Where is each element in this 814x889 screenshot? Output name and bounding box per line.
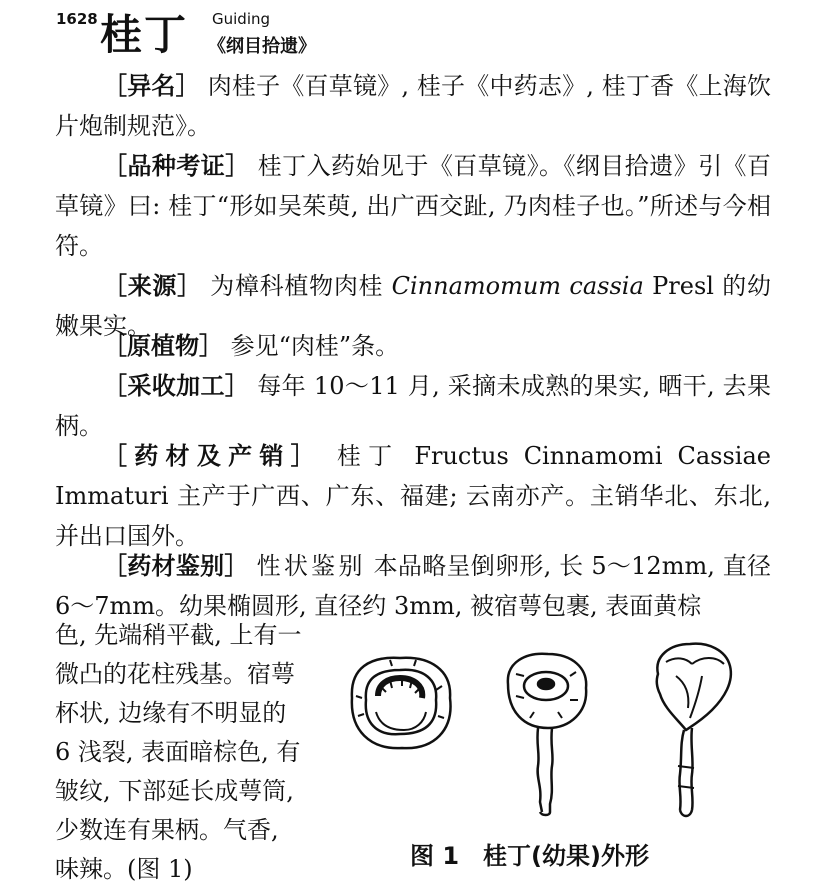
section-tag: ［药材及产销］ [103,442,322,470]
entry-pinyin: Guiding [212,10,271,28]
fruit-side-view [657,644,731,816]
section-subtag: 性状鉴别 [256,552,366,580]
text-line: 6 浅裂, 表面暗棕色, 有 [55,738,301,766]
section-tag: ［采收加工］ [103,372,250,400]
section-tag: ［原植物］ [103,332,223,360]
text-line: 少数连有果柄。气香, [55,816,279,844]
text-line: 色, 先端稍平截, 上有一 [55,621,302,649]
identification-continued [55,616,317,889]
fruit-oblique-view [508,654,586,815]
page-number: 1628 [56,10,98,28]
fruit-top-view [352,658,451,748]
section-original-plant [55,326,771,366]
section-tag: ［药材鉴别］ [103,552,249,580]
section-text: 为樟科植物肉桂 [210,272,384,300]
section-text: 桂丁 Fructus Cinnamomi Cassiae Immaturi 主产于广西、广东、福建; 云南亦产。主销华北、东北, 并出口国外。 [55,442,771,550]
section-text: 每年 10～11 月, 采摘未成熟的果实, 晒干, 去果柄。 [55,372,771,440]
text-line: 皱纹, 下部延长成萼筒, [55,777,294,805]
figure-1 [330,626,800,872]
section-text: 桂丁入药始见于《百草镜》。《纲目拾遗》引《百草镜》曰: 桂丁“形如吴茱萸, 出广西交趾, 乃肉桂子也。”所述与今相符。 [55,152,772,260]
section-production-sales [55,436,771,556]
section-variety-research [55,146,771,266]
fruit-illustration [330,626,800,836]
section-tag: ［品种考证］ [103,152,250,180]
entry-header [56,6,796,60]
section-text: 参见“肉桂”条。 [230,332,400,360]
section-text: Presl 的幼嫩果实。 [55,272,772,340]
text-line: 杯状, 边缘有不明显的 [55,699,287,727]
section-harvest [55,366,771,446]
text-line: 微凸的花柱残基。宿萼 [55,660,295,688]
text-line: 味辣。(图 1) [55,855,193,883]
section-text: 本品略呈倒卵形, 长 5～12mm, 直径 6～7mm。幼果椭圆形, 直径约 3mm, 被宿萼包裹, 表面黄棕 [55,552,772,620]
latin-name: Cinnamomum cassia [391,272,644,300]
figure-caption: 图 1 桂丁(幼果)外形 [410,842,649,870]
section-tag: ［异名］ [103,72,200,100]
section-aliases [55,66,771,146]
section-tag: ［来源］ [103,272,202,300]
section-identification [55,546,771,626]
entry-title: 桂丁 [100,10,189,59]
entry-source: 《纲目拾遗》 [208,36,316,57]
section-text: 肉桂子《百草镜》, 桂子《中药志》, 桂丁香《上海饮片炮制规范》。 [55,72,772,140]
